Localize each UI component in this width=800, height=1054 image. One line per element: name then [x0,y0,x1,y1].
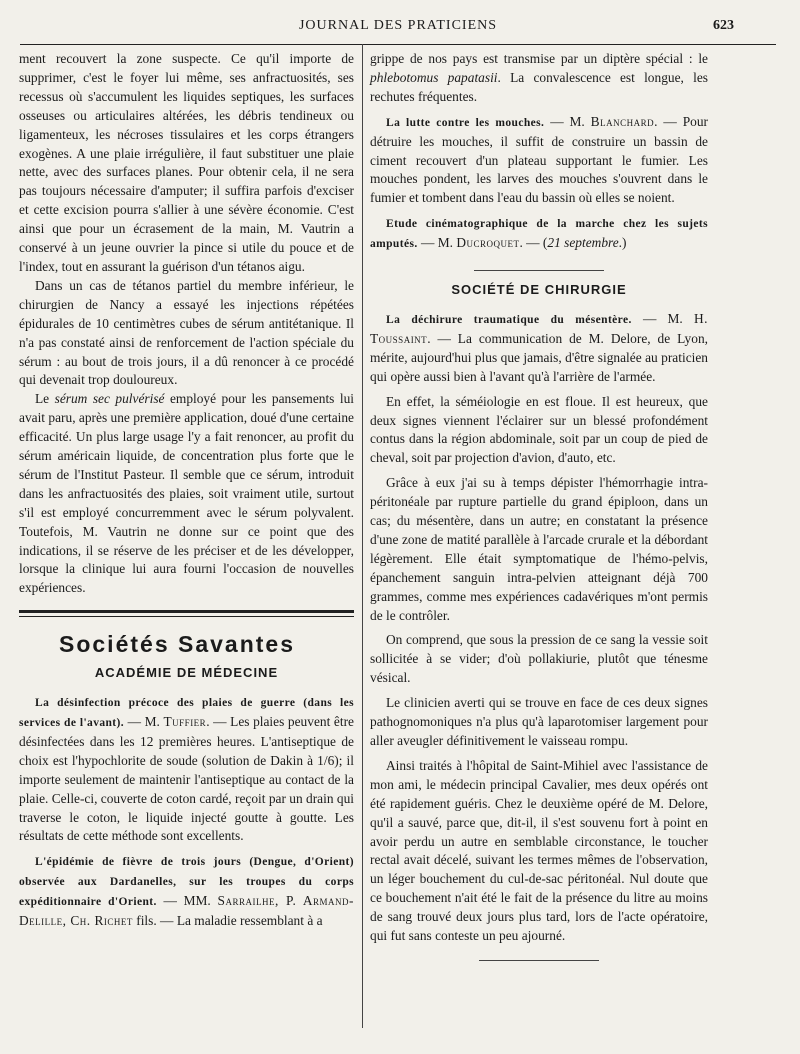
item-heading: Etude cinématographique de la marche chez les sujets amputés. [370,218,708,251]
paragraph: ment recouvert la zone suspecte. Ce qu'il importe de supprimer, c'est le foyer lui même, ses anfractuosités, ses recessus où s'accumulent les liquides septiques, les surfaces osseuses ou articulaires altérées, les débris tendineux ou ligamenteux, les nécroses tissulaires et les corps étrangers exogènes. A une plaie irrégulière, il faut substituer une plaie nette, avec des surfaces planes. Pour obtenir cela, il ne sera pas toujours nécessaire d'amputer; il suffira parfois d'exciser et cette excision pourra s'allier à une sévère économie. C'est ainsi que pour un écrasement de la main, M. Vautrin a conservé à un jeune ouvrier la pince si utile du pouce et de l'index, tout en assurant la guérison d'un tétanos aigu. [19,51,354,274]
news-item: Etude cinématographique de la marche chez les sujets amputés. — M. Ducroquet. — (21 septembre.) [370,218,708,251]
paragraph: En effet, la séméiologie en est floue. Il est heureux, que deux signes viennent l'éclairer sur un blessé profondément contus dans la région abdominale, soit par un coup de pied de cheval, soit par projection d'avion, d'auto, etc. [370,393,708,466]
paragraph: Ainsi traités à l'hôpital de Saint-Mihiel avec l'assistance de mon ami, le médecin principal Cavalier, mes deux opérés ont été rapidement guéris. Chez le deuxième opéré de M. Delore, qu'il a sauvé, parce que, dit-il, il s'est souvenu fort à point en avoir perdu un autre en semblable circonstance, le toucher rectal avait décelé, suivant les termes mêmes de l'observation, un léger bouchement du cul-de-sac péritonéal. Nul doute que ce bouchement n'ait été le fait de la présence du litre au moins de sang trouvé deux jours plus tard, lors de l'acte opératoire, qui fut sans conteste un peu ajourné. [370,757,708,944]
paragraph: Dans un cas de tétanos partiel du membre inférieur, le chirurgien de Nancy a essayé les injections répétées épidurales de 10 centimètres cubes de sérum antitétanique. Il n'a pas constaté ainsi de renforcement de l'action spéciale du sérum : au bout de trois jours, il a dû renoncer à ce procédé qui devenait trop douloureux. [19,277,354,388]
running-header [20,14,776,42]
news-item: La désinfection précoce des plaies de guerre (dans les services de l'avant). — M. Tuffier. — Les plaies peuvent être désinfectées dans les 12 premières heures. L'antiseptique de choix est l'hypochlorite de soude (solution de Dakin à 1/6); il importe seulement de maintenir l'antiseptique au contact de la plaie. Celle-ci, couverte de coton cardé, reçoit par un drain qui traverse le coton, le liquide injecté goutte à goutte. Les résultats de cette méthode sont excellents. [19,697,354,844]
section-divider [19,610,354,617]
journal-title: JOURNAL DES PRATICIENS [298,18,498,33]
news-item: La déchirure traumatique du mésentère. — M. H. Toussaint. — La communication de M. Delore, de Lyon, mérite, aujourd'hui plus que jamais, d'être signalée au praticien qui opère aussi bien à l'avant qu'à l'arrière de l'armée. [370,310,708,384]
left-column [19,50,354,931]
news-item: L'épidémie de fièvre de trois jours (Dengue, d'Orient) observée aux Dardanelles, sur les troupes du corps expéditionnaire d'Orient. — MM. Sarrailhe, P. Armand-Delille, Ch. Richet fils. — La maladie ressemblant à a [19,856,354,929]
item-heading: La déchirure traumatique du mésentère. [386,313,632,326]
paragraph: On comprend, que sous la pression de ce sang la vessie soit sollicitée à se vider; d'où pollakiurie, plutôt que ténesme vésical. [370,632,708,686]
item-author: Blanchard [590,113,655,129]
italic-term: sérum sec pulvérisé [54,391,165,407]
item-date: 21 septembre [547,235,619,251]
header-rule [20,44,776,45]
subsection-title: ACADÉMIE DE MÉDECINE [94,665,279,681]
page-number: 623 [713,18,734,33]
short-divider [474,270,604,271]
item-heading: L'épidémie de fièvre de trois jours (Dengue, d'Orient) observée aux Dardanelles, sur les troupes du corps expéditionnaire d'Orient. [19,856,354,909]
right-column [370,50,708,961]
news-item: La lutte contre les mouches. — M. Blanchard. — Pour détruire les mouches, il suffit de construire un bassin de ciment recouvert d'un plateau supportant le fumier. Les mouches pondent, les larves des mouches s'ouvrent dans le fumier et tombent dans l'eau du bassin où elles se noient. [370,113,708,206]
item-heading: La désinfection précoce des plaies de guerre (dans les services de l'avant). [19,697,354,729]
item-heading: La lutte contre les mouches. [386,116,545,129]
item-author: Tuffier [163,714,207,729]
short-divider [479,960,599,961]
paragraph: grippe de nos pays est transmise par un diptère spécial : le phlebotomus papatasii. La convalescence est longue, les rechutes fréquentes. [370,51,708,104]
section-title: Sociétés Savantes [59,631,296,658]
column-divider [362,44,363,1028]
item-author: H. Toussaint [370,310,708,346]
paragraph: Grâce à eux j'ai su à temps dépister l'hémorrhagie intra-péritonéale par rupture partielle du grand épiploon, dans un cas; du mésentère, dans un autre; en constatant la présence d'une zone de matité parallèle à l'arcade crurale et la débordant légèrement. Elle était symptomatique de l'hémo-pelvis, épanchement sanguin intra-pelvien atteignant déjà 700 grammes, comme mes expériences cadavériques m'ont permis de le contrôler. [370,475,708,623]
subsection-title: SOCIÉTÉ DE CHIRURGIE [451,282,627,298]
paragraph: Le clinicien averti qui se trouve en face de ces deux signes pathognomoniques n'a plus qu'à laparotomiser largement pour aller aveugler définitivement le vaisseau rompu. [370,695,708,748]
paragraph: Le sérum sec pulvérisé employé pour les pansements lui avait paru, après une première application, doué d'une certaine efficacité. Un plus large usage l'y a fait renoncer, au profit du sérum américain liquide, de concentration plus forte que le sérum de l'Institut Pasteur. Il semble que ce sérum, introduit dans les anfractuosités des plaies, soit vraiment utile, surtout s'il est employé concurremment avec le sérum polyvalent. Toutefois, M. Vautrin ne donne sur ce point que des indications, il se réserve de les préciser et de les développer, lorsque la clinique lui aura fourni l'occasion de nouvelles expériences. [19,391,354,596]
italic-term: phlebotomus papatasii [370,69,498,85]
item-author: Sarrailhe, P. Armand-Delille, Ch. Richet [19,893,354,929]
item-author: Ducroquet [456,235,520,251]
